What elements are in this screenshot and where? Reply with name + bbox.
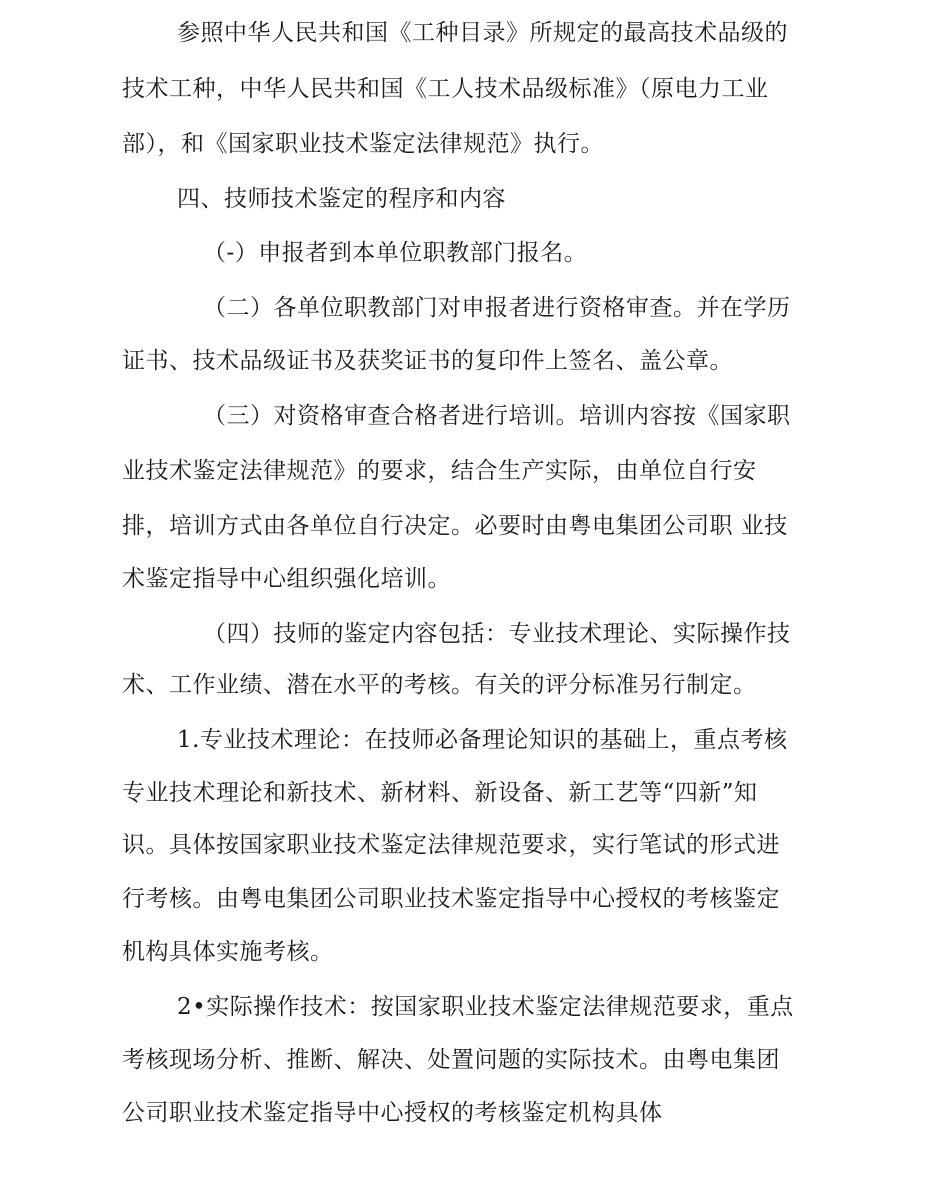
text-line: （-）申报者到本单位职教部门报名。 xyxy=(203,240,588,266)
text-line: 专业技术理论和新技术、新材料、新设备、新工艺等“四新”知 xyxy=(122,780,758,806)
text-line: 排，培训方式由各单位自行决定。必要时由粤电集团公司职 业技 xyxy=(122,513,788,539)
section-heading: 四、技师技术鉴定的程序和内容 xyxy=(177,186,506,212)
text-line: 1.专业技术理论：在技师必备理论知识的基础上，重点考核 xyxy=(177,727,788,753)
text-line: 术鉴定指导中心组织强化培训。 xyxy=(122,566,451,592)
text-line: （三）对资格审查合格者进行培训。培训内容按《国家职 xyxy=(203,403,791,429)
text-line: 识。具体按国家职业技术鉴定法律规范要求，实行笔试的形式进 xyxy=(122,832,780,858)
text-line: （四）技师的鉴定内容包括：专业技术理论、实际操作技 xyxy=(203,621,791,647)
text-line: 2•实际操作技术：按国家职业技术鉴定法律规范要求，重点 xyxy=(177,994,794,1020)
text-line: 部），和《国家职业技术鉴定法律规范》执行。 xyxy=(122,131,604,157)
text-line: （二）各单位职教部门对申报者进行资格审查。并在学历 xyxy=(203,295,791,321)
text-line: 业技术鉴定法律规范》的要求，结合生产实际，由单位自行安 xyxy=(122,458,757,484)
text-line: 证书、技术品级证书及获奖证书的复印件上签名、盖公章。 xyxy=(122,348,733,374)
text-line: 行考核。由粤电集团公司职业技术鉴定指导中心授权的考核鉴定 xyxy=(122,886,780,912)
text-line: 技术工种，中华人民共和国《工人技术品级标准》（原电力工业 xyxy=(122,76,769,102)
text-line: 机构具体实施考核。 xyxy=(122,939,334,965)
text-line: 术、工作业绩、潜在水平的考核。有关的评分标准另行制定。 xyxy=(122,672,757,698)
text-line: 公司职业技术鉴定指导中心授权的考核鉴定机构具体 xyxy=(122,1100,663,1126)
text-line: 参照中华人民共和国《工种目录》所规定的最高技术品级的 xyxy=(177,20,788,46)
text-line: 考核现场分析、推断、解决、处置问题的实际技术。由粤电集团 xyxy=(122,1047,780,1073)
